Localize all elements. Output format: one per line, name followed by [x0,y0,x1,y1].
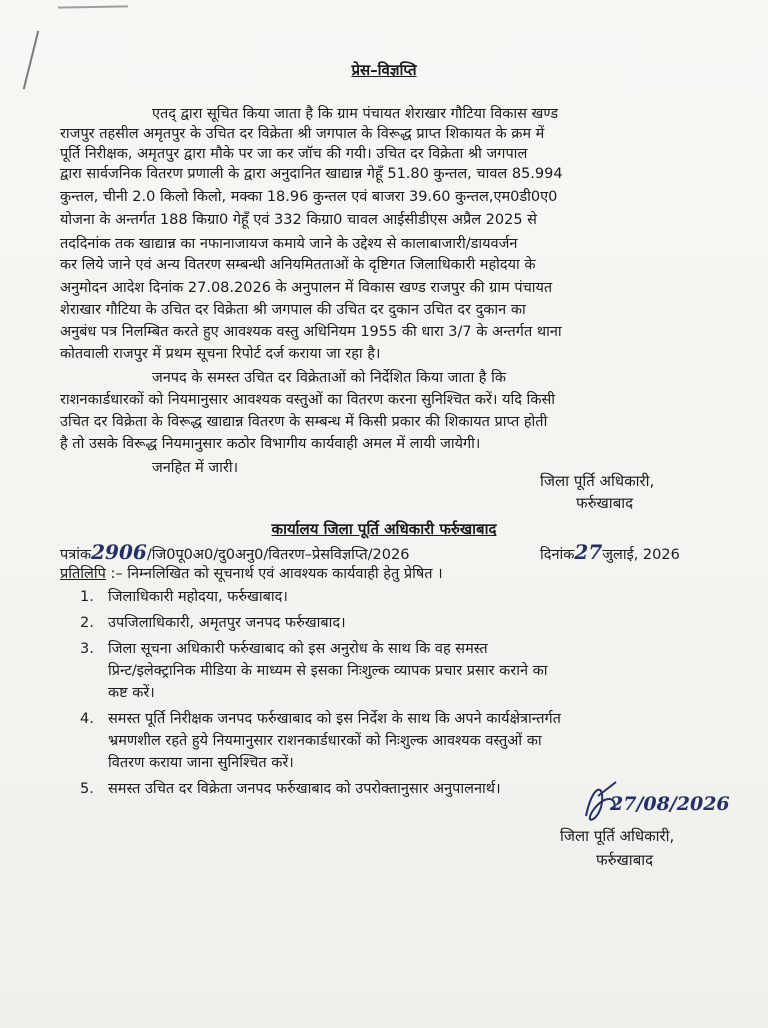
para1-line-4: द्वारा सार्वजनिक वितरण प्रणाली के द्वारा अनुदानित खाद्यान्न गेहूँ 51.80 कुन्तल, चावल 85.994 [60,166,563,182]
document-title: प्रेस–विज्ञप्ति [351,61,417,79]
copy-to-list [80,586,720,804]
para1-line-9: अनुमोदन आदेश दिनांक 27.08.2026 के अनुपालन में विकास खण्ड राजपुर की ग्राम पंचायत [60,280,553,296]
list-item: 2. उपजिलाधिकारी, अमृतपुर जनपद फर्रुखाबाद। [80,615,346,631]
para2-line-2: राशनकार्डधारकों को नियमानुसार आवश्यक वस्तुओं का वितरण करना सुनिश्चित करें। यदि किसी [60,392,556,408]
signatory-place: फर्रुखाबाद [576,494,634,512]
para2-line-4: है तो उसके विरूद्ध नियमानुसार कठोर विभागीय कार्यवाही अमल में लायी जायेगी। [60,436,481,452]
list-item: 3. जिला सूचना अधिकारी फर्रुखाबाद को इस अनुरोध के साथ कि वह समस्त प्रिन्ट/इलेक्ट्रानिक मीडिया के माध्यम से इसका निःशुल्क व्यापक प्रचार प्रसार कराने का कष्ट करें। [80,641,548,701]
copy-to-heading [60,563,443,585]
para1-line-7: तददिनांक तक खाद्यान्न का नफानाजायज कमाये जाने के उद्देश्य से कालाबाजारी/डायवर्जन [60,236,518,252]
copy-to-text: :– निम्नलिखित को सूचनार्थ एवं आवश्यक कार्यवाही हेतु प्रेषित । [110,566,443,582]
issued-in-public-interest: जनहित में जारी। [152,460,239,476]
para1-line-12: कोतवाली राजपुर में प्रथम सूचना रिपोर्ट दर्ज कराया जा रहा है। [60,346,381,362]
handwritten-date-day: 27 [574,540,603,564]
list-item: 5. समस्त उचित दर विक्रेता जनपद फर्रुखाबाद को उपरोक्तानुसार अनुपालनार्थ। [80,781,501,797]
para1-line-2: राजपुर तहसील अमृतपुर के उचित दर विक्रेता श्री जगपाल के विरूद्ध प्राप्त शिकायत के क्रम में [60,126,545,142]
office-heading: कार्यालय जिला पूर्ति अधिकारी फर्रुखाबाद [271,520,497,538]
reference-label: पत्रांक [60,547,92,563]
para1-line-8: कर लिये जाने एवं अन्य वितरण सम्बन्धी अनियमितताओं के दृष्टिगत जिलाधिकारी महोदया के [60,257,536,273]
para1-line-11: अनुबंध पत्र निलम्बित करते हुए आवश्यक वस्तु अधिनियम 1955 की धारा 3/7 के अन्तर्गत थाना [60,324,562,340]
para1-line-10: शेराखार गौटिया के उचित दर विक्रेता श्री जगपाल की उचित दर दुकान उचित दर दुकान का [60,302,526,318]
handwritten-reference-number: 2906 [91,540,147,564]
signatory-designation: जिला पूर्ति अधिकारी, [540,472,655,490]
list-item: 4. समस्त पूर्ति निरीक्षक जनपद फर्रुखाबाद को इस निर्देश के साथ कि अपने कार्यक्षेत्रान्तर्गत भ्रमणशील रहते हुये नियमानुसार राशनकार्डधारकों को निःशुल्क आवश्यक वस्तुओं का वितरण कराया जाना सुनिश्चित करें। [80,711,561,771]
date-month-year: जुलाई, 2026 [602,547,680,563]
letter-date [540,540,680,567]
para2-line-1: जनपद के समस्त उचित दर विक्रेताओं को निर्देशित किया जाता है कि [152,370,507,386]
signature-block-bottom [560,824,674,872]
handwritten-date: 27/08/2026 [610,793,730,815]
signatory-designation: जिला पूर्ति अधिकारी, [560,827,675,845]
signature-block-top [540,470,654,514]
date-label: दिनांक [540,547,575,563]
signatory-place: फर्रुखाबाद [596,851,654,869]
para1-line-3: पूर्ति निरीक्षक, अमृतपुर द्वारा मौके पर जा कर जॉच की गयी। उचित दर विक्रेता श्री जगपाल [60,146,528,162]
para1-line-5: कुन्तल, चीनी 2.0 किलो किलो, मक्का 18.96 कुन्तल एवं बाजरा 39.60 कुन्तल,एम0डी0ए0 [60,189,558,205]
reference-code: /जि0पू0अ0/दु0अनु0/वितरण–प्रेसविज्ञप्ति/2026 [146,547,410,563]
para1-line-1: एतद् द्वारा सूचित किया जाता है कि ग्राम पंचायत शेराखार गौटिया विकास खण्ड [152,106,559,122]
copy-to-label: प्रतिलिपि [60,566,106,582]
list-item: 1. जिलाधिकारी महोदया, फर्रुखाबाद। [80,589,288,605]
corner-stamp-mark [58,5,128,20]
para1-line-6: योजना के अन्तर्गत 188 किग्रा0 गेहूँ एवं 332 किग्रा0 चावल आईसीडीएस अप्रैल 2025 से [60,212,537,228]
para2-line-3: उचित दर विक्रेता के विरूद्ध खाद्यान्न वितरण के सम्बन्ध में किसी प्रकार की शिकायत प्राप्त होती [60,414,548,430]
